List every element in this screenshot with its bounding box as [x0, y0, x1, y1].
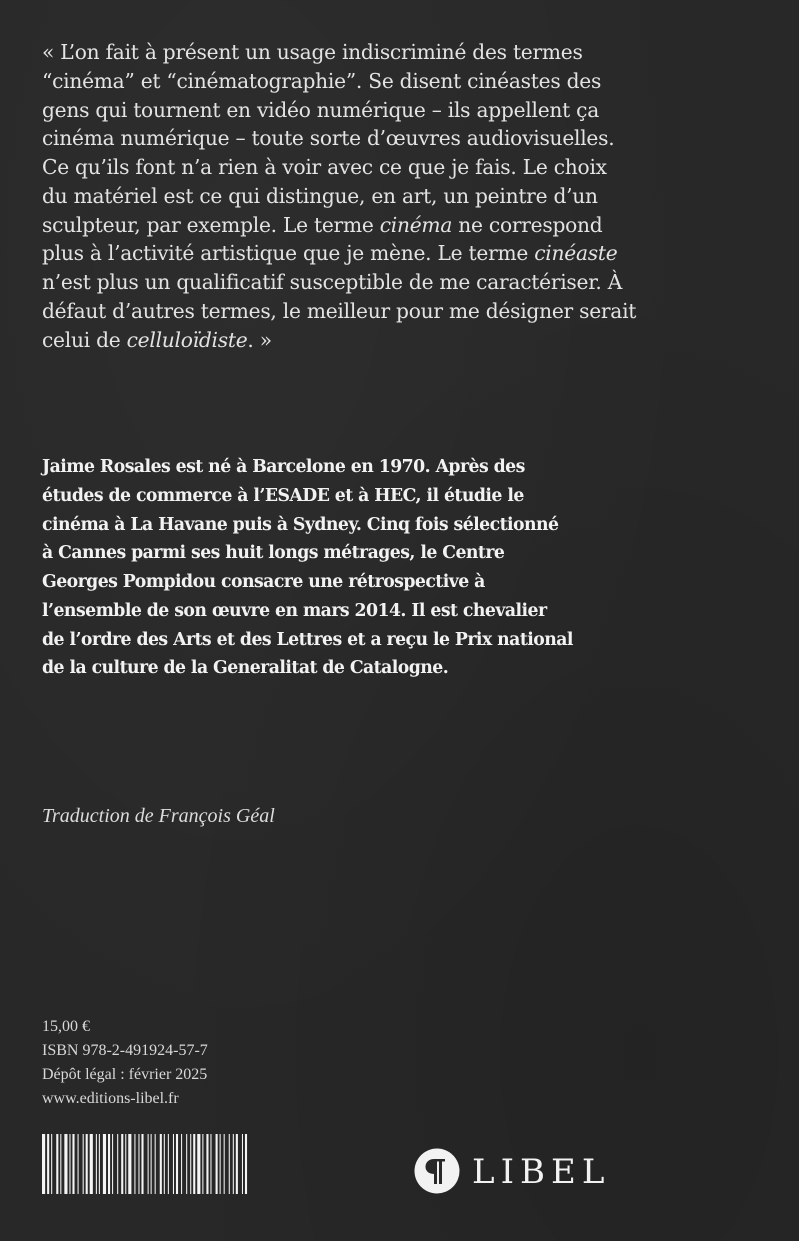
barcode-bar: [242, 1134, 243, 1194]
biography-line: Jaime Rosales est né à Barcelone en 1970. Après des: [42, 457, 525, 477]
barcode-bar: [186, 1134, 187, 1194]
barcode-bar: [155, 1134, 156, 1194]
barcode-bar: [173, 1134, 174, 1194]
barcode-bar: [151, 1134, 152, 1194]
biography-line: de l’ordre des Arts et des Lettres et a reçu le Prix national: [42, 629, 573, 650]
quote-text: gens qui tournent en vidéo numérique – ils appellent ça: [42, 97, 600, 122]
isbn: ISBN 978-2-491924-57-7: [42, 1042, 208, 1059]
biography-line: à Cannes parmi ses huit longs métrages, le Centre: [42, 543, 505, 564]
barcode-bar: [141, 1134, 143, 1194]
biography-line: de la culture de la Generalitat de Catalogne.: [42, 658, 449, 679]
barcode-bar: [64, 1134, 67, 1194]
barcode-bar: [69, 1134, 70, 1194]
barcode-bar: [112, 1134, 113, 1194]
quote-text: défaut d’autres termes, le meilleur pour me désigner serait: [42, 298, 637, 323]
quote-text: . »: [247, 327, 272, 352]
quote-text: du matériel est ce qui distingue, en art, un peintre d’un: [42, 183, 598, 208]
barcode-bar: [160, 1134, 162, 1194]
biography-line: Georges Pompidou consacre une rétrospective à: [42, 572, 485, 592]
barcode: [42, 1134, 350, 1194]
barcode-bar: [168, 1134, 169, 1194]
quote-text: celui de: [42, 327, 127, 352]
quote-italic-text: celluloïdiste: [126, 327, 248, 352]
barcode-bar: [121, 1134, 123, 1194]
barcode-bar: [99, 1134, 100, 1194]
barcode-bar: [83, 1134, 84, 1194]
barcode-bar: [103, 1134, 106, 1194]
barcode-bar: [148, 1134, 149, 1194]
biography-line: cinéma à La Havane puis à Sydney. Cinq fois sélectionné: [42, 514, 559, 535]
barcode-bar: [86, 1134, 88, 1194]
quote-italic-text: cinéaste: [534, 241, 618, 266]
quote-text: Ce qu’ils font n’a rien à voir avec ce que je fais. Le choix: [42, 155, 607, 179]
quote-line: [42, 96, 682, 125]
barcode-bar: [134, 1134, 135, 1194]
quote-text: “cinéma” et “cinématographie”. Se disent cinéastes des: [42, 68, 602, 93]
legal-deposit: Dépôt légal : février 2025: [42, 1066, 208, 1083]
quote-line: [42, 124, 682, 153]
biography-line: l’ensemble de son œuvre en mars 2014. Il est chevalier: [42, 600, 547, 621]
quote-line: [42, 153, 682, 182]
publisher-website: www.editions-libel.fr: [42, 1090, 179, 1107]
barcode-bar: [176, 1134, 178, 1194]
translation-credit: Traduction de François Géal: [42, 805, 275, 827]
quote-line: [42, 326, 682, 355]
barcode-bar: [216, 1134, 218, 1194]
barcode-bar: [138, 1134, 139, 1194]
quote-line: [42, 67, 682, 96]
barcode-bar: [206, 1134, 208, 1194]
barcode-bar: [164, 1134, 165, 1194]
barcode-bar: [210, 1134, 211, 1194]
barcode-bar: [56, 1134, 58, 1194]
quote-line: [42, 38, 682, 67]
quote-line: [42, 239, 682, 268]
barcode-bar: [42, 1134, 45, 1194]
barcode-bar: [78, 1134, 79, 1194]
quote-text: sculpteur, par exemple. Le terme: [42, 212, 380, 237]
barcode-bar: [224, 1134, 225, 1194]
quote-text: plus à l’activité artistique que je mène. Le terme: [42, 241, 535, 266]
quote-line: [42, 211, 682, 240]
barcode-bar: [47, 1134, 49, 1194]
barcode-bar: [60, 1134, 61, 1194]
barcode-bar: [72, 1134, 74, 1194]
publisher-logo: [414, 1146, 614, 1198]
price: 15,00 €: [42, 1018, 90, 1035]
barcode-bar: [245, 1134, 247, 1194]
quote-italic-text: cinéma: [379, 212, 453, 237]
author-quote: [42, 38, 682, 354]
quote-text: ne correspond: [452, 212, 603, 237]
barcode-bar: [51, 1134, 52, 1194]
biography-line: études de commerce à l’ESADE et à HEC, il étudie le: [42, 485, 524, 506]
barcode-bar: [96, 1134, 97, 1194]
barcode-bar: [236, 1134, 238, 1194]
barcode-bar: [181, 1134, 182, 1194]
quote-text: cinéma numérique – toute sorte d’œuvres audiovisuelles.: [42, 126, 615, 151]
barcode-bar: [190, 1134, 191, 1194]
barcode-bar: [90, 1134, 93, 1194]
barcode-bar: [233, 1134, 234, 1194]
barcode-bar: [125, 1134, 126, 1194]
quote-line: [42, 268, 682, 297]
quote-text: n’est plus un qualificatif susceptible de me caractériser. À: [42, 270, 623, 294]
quote-text: « L’on fait à présent un usage indiscriminé des termes: [42, 40, 583, 64]
barcode-bar: [193, 1134, 195, 1194]
barcode-bar: [197, 1134, 200, 1194]
barcode-graphic: [42, 1134, 350, 1194]
barcode-bar: [108, 1134, 110, 1194]
publisher-name: LIBEL: [472, 1152, 611, 1192]
barcode-bar: [220, 1134, 221, 1194]
quote-line: [42, 182, 682, 211]
quote-line: [42, 297, 682, 326]
pilcrow-mark-icon: [414, 1148, 460, 1194]
barcode-bar: [202, 1134, 203, 1194]
author-biography: [42, 453, 642, 683]
barcode-bar: [229, 1134, 230, 1194]
barcode-bar: [117, 1134, 118, 1194]
barcode-bar: [128, 1134, 131, 1194]
